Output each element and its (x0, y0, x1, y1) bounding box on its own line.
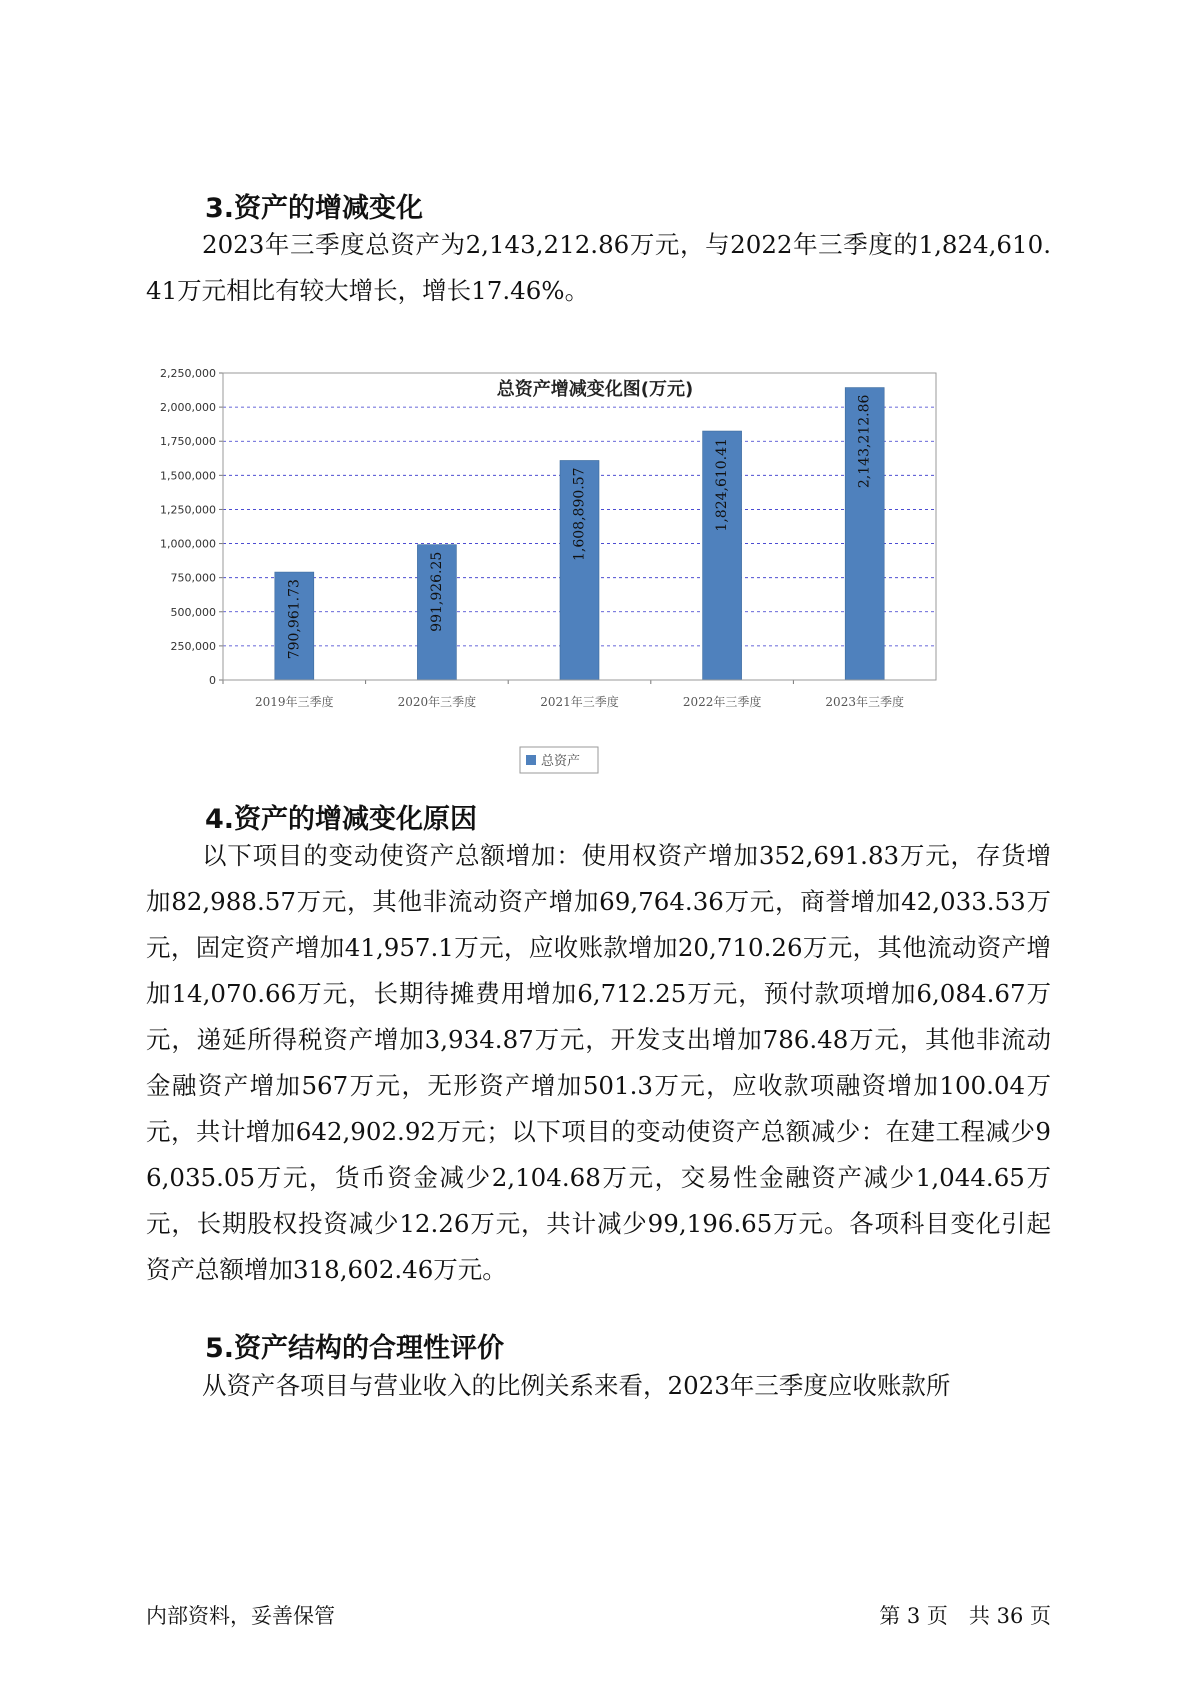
bars (275, 388, 884, 680)
footer-page-number: 第 3 页 共 36 页 (879, 1604, 1051, 1628)
x-tick-label: 2020年三季度 (397, 695, 477, 709)
x-axis (223, 680, 904, 709)
x-tick-label: 2022年三季度 (682, 695, 762, 709)
footer-confidential-note: 内部资料，妥善保管 (146, 1604, 335, 1628)
section-4-paragraph: 以下项目的变动使资产总额增加：使用权资产增加352,691.83万元，存货增加82,988.57万元，其他非流动资产增加69,764.36万元，商誉增加42,033.53万元，固定资产增加41,957.1万元，应收账款增加20,710.26万元，其他流动资产增加14,070.66万元，长期待摊费用增加6,712.25万元，预付款项增加6,084.67万元，递延所得税资产增加3,934.87万元，开发支出增加786.48万元，其他非流动金融资产增加567万元，无形资产增加501.3万元，应收款项融资增加100.04万元，共计增加642,902.92万元；以下项目的变动使资产总额减少：在建工程减少96,035.05万元，货币资金减少2,104.68万元，交易性金融资产减少1,044.65万元，长期股权投资减少12.26万元，共计减少99,196.65万元。各项科目变化引起资产总额增加318,602.46万元。 (146, 841, 1051, 1284)
y-tick-label: 2,250,000 (160, 367, 216, 380)
x-tick-label: 2021年三季度 (540, 695, 619, 709)
total-assets-bar-chart (155, 355, 1035, 795)
y-tick-label: 1,000,000 (160, 537, 216, 551)
y-tick-label: 500,000 (170, 605, 216, 619)
bar-value-label: 1,608,890.57 (571, 467, 588, 561)
section-heading-3: 3.资产的增减变化 (205, 193, 424, 224)
x-tick-label: 2023年三季度 (825, 695, 904, 709)
y-tick-label: 0 (209, 674, 216, 687)
bar-value-label: 1,824,610.41 (714, 438, 731, 532)
y-axis (160, 367, 223, 687)
y-tick-label: 1,750,000 (160, 435, 216, 449)
section-3-paragraph: 2023年三季度总资产为2,143,212.86万元，与2022年三季度的1,824,610.41万元相比有较大增长，增长17.46%。 (146, 230, 1051, 305)
bar-value-label: 2,143,212.86 (856, 394, 873, 489)
y-tick-label: 1,250,000 (160, 503, 216, 517)
section-heading-4: 4.资产的增减变化原因 (205, 804, 478, 835)
bar-value-label: 790,961.73 (286, 579, 303, 660)
y-tick-label: 1,500,000 (160, 469, 216, 483)
y-tick-label: 2,000,000 (160, 401, 216, 415)
legend-label: 总资产 (541, 754, 581, 769)
legend-swatch (526, 755, 536, 765)
bar-value-label: 991,926.25 (428, 551, 445, 632)
y-tick-label: 750,000 (170, 571, 216, 585)
section-5-paragraph: 从资产各项目与营业收入的比例关系来看，2023年三季度应收账款所 (202, 1371, 951, 1400)
section-heading-5: 5.资产结构的合理性评价 (205, 1333, 505, 1364)
y-tick-label: 250,000 (170, 639, 216, 653)
chart-legend (520, 747, 598, 773)
x-tick-label: 2019年三季度 (255, 695, 334, 709)
chart-title: 总资产增减变化图(万元) (496, 379, 694, 400)
